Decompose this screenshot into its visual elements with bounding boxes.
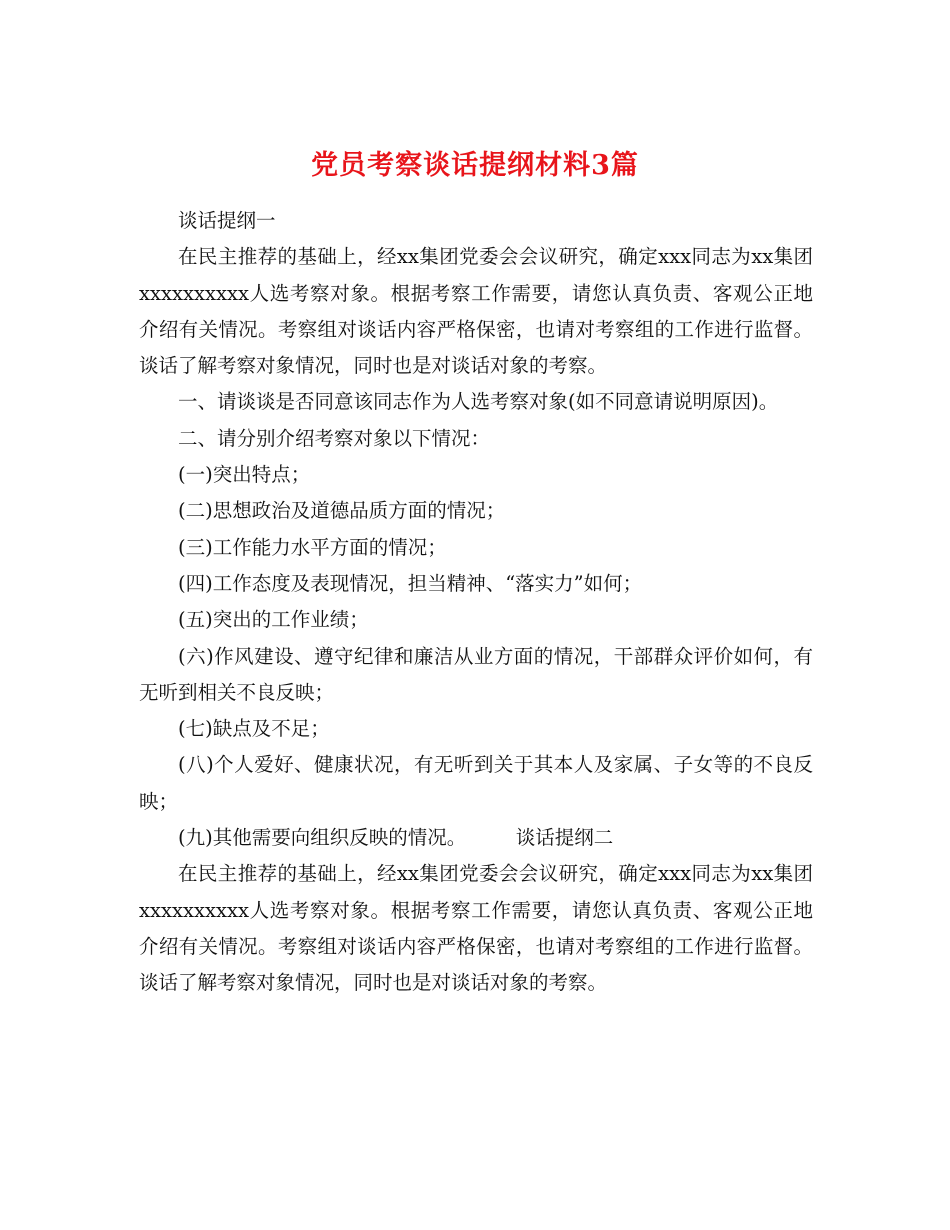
section-heading-1: 谈话提纲一 (178, 209, 276, 232)
list-item-4: (四)工作态度及表现情况，担当精神、“落实力”如何； (178, 571, 643, 595)
document-body (139, 203, 813, 1002)
document-title: 党员考察谈话提纲材料3篇 (311, 150, 639, 182)
list-item-5: (五)突出的工作业绩； (178, 608, 369, 632)
question-2: 二、请分别介绍考察对象以下情况： (178, 426, 491, 450)
intro-paragraph-2: 在民主推荐的基础上，经xx集团党委会会议研究，确定xxx同志为xx集团xxxxxxxxxx人选考察对象。根据考察工作需要，请您认真负责、客观公正地介绍有关情况。考察组对谈话内容严格保密，也请对考察组的工作进行监督。谈话了解考察对象情况，同时也是对谈话对象的考察。 (139, 862, 813, 995)
list-item-7: (七)缺点及不足； (178, 717, 330, 741)
question-1: 一、请谈谈是否同意该同志作为人选考察对象(如不同意请说明原因)。 (178, 390, 779, 414)
intro-paragraph-1: 在民主推荐的基础上，经xx集团党委会会议研究，确定xxx同志为xx集团xxxxxxxxxx人选考察对象。根据考察工作需要，请您认真负责、客观公正地介绍有关情况。考察组对谈话内容严格保密，也请对考察组的工作进行监督。谈话了解考察对象情况，同时也是对谈话对象的考察。 (139, 245, 813, 378)
list-item-6: (六)作风建设、遵守纪律和廉洁从业方面的情况，干部群众评价如何，有无听到相关不良反映； (139, 644, 813, 704)
list-item-1: (一)突出特点； (178, 463, 311, 487)
list-item-2: (二)思想政治及道德品质方面的情况； (178, 499, 506, 523)
list-item-9: (九)其他需要向组织反映的情况。 谈话提纲二 (178, 826, 614, 850)
list-item-8: (八)个人爱好、健康状况，有无听到关于其本人及家属、子女等的不良反映； (139, 753, 813, 813)
list-item-3: (三)工作能力水平方面的情况； (178, 535, 447, 559)
